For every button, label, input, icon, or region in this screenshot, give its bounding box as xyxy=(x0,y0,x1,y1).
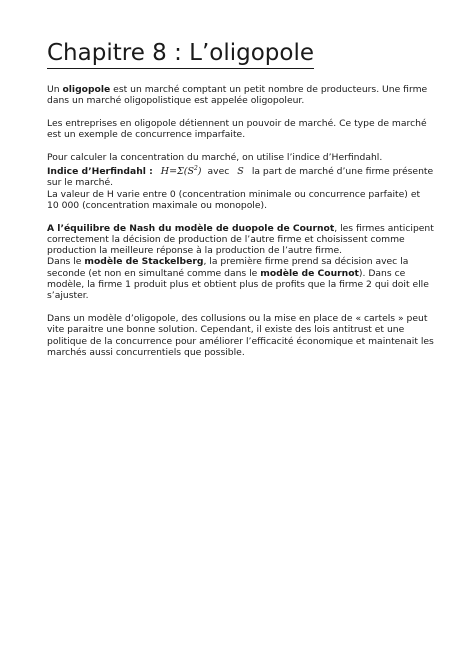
formula-exponent: 2 xyxy=(193,165,198,173)
text: , la première firme prend sa décision avec la seconde (et non en simultané comme dans le xyxy=(47,256,409,279)
document-body xyxy=(47,84,434,358)
term-oligopole: oligopole xyxy=(62,84,111,95)
formula-close: ) xyxy=(197,166,202,178)
text: est un marché comptant un petit nombre de producteurs. Une firme dans un marché oligopolistique est appelée oligopoleur. xyxy=(47,84,428,107)
paragraph-collusion: Dans un modèle d’oligopole, des collusions ou la mise en place de « cartels » peut vite paraitre une bonne solution. Cependant, il existe des lois antitrust et une politique de la concurrence pour améliorer l’efficacité économique et maintenait les marchés aussi concurrentiels que possible. xyxy=(47,312,434,358)
text-avec: avec xyxy=(207,166,230,178)
text: la part de marché d’une firme présente sur le marché. xyxy=(47,166,434,189)
formula-text: H=Σ(S xyxy=(160,166,194,178)
paragraph-herfindahl xyxy=(47,152,434,211)
text: Un xyxy=(47,84,63,95)
text: Dans le xyxy=(47,256,85,268)
text: , les firmes anticipent correctement la décision de production de l’autre firme et choisissent comme production la meilleure réponse à la production de l’autre firme. xyxy=(47,222,434,257)
paragraph-cournot-stackelberg xyxy=(47,223,434,302)
indice-label: Indice d’Herfindahl : xyxy=(47,166,153,178)
paragraph-market-power: Les entreprises en oligopole détiennent un pouvoir de marché. Ce type de marché est un exemple de concurrence imparfaite. xyxy=(47,117,427,141)
herfindahl-formula xyxy=(161,166,202,177)
page-title: Chapitre 8 : L’oligopole xyxy=(47,40,314,69)
text: Pour calculer la concentration du marché, on utilise l’indice d’Herfindahl. xyxy=(47,151,383,163)
paragraph-definition xyxy=(47,84,434,107)
term-cournot: modèle de Cournot xyxy=(260,267,359,279)
term-stackelberg: modèle de Stackelberg xyxy=(84,256,204,268)
text-range: La valeur de H varie entre 0 (concentration minimale ou concurrence parfaite) et 10 000 (concentration maximale ou monopole). xyxy=(47,188,421,211)
variable-s: S xyxy=(237,166,244,178)
term-nash-cournot: A l’équilibre de Nash du modèle de duopole de Cournot xyxy=(47,222,335,234)
text: ). Dans ce modèle, la firme 1 produit plus et obtient plus de profits que la firme 2 qui doit elle s’ajuster. xyxy=(47,267,429,302)
